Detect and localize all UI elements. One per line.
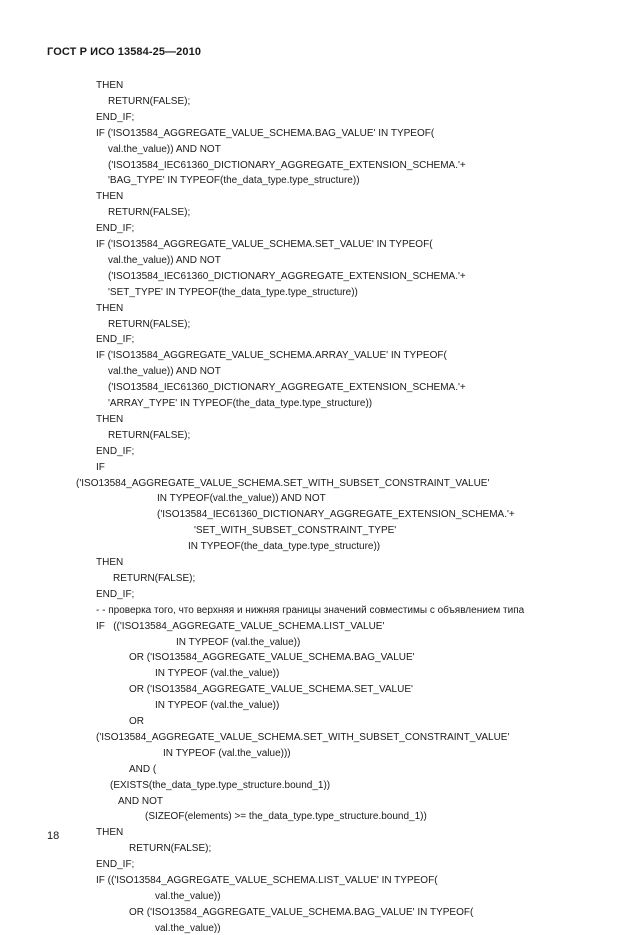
code-line: val.the_value)) AND NOT <box>108 254 221 266</box>
code-line: val.the_value)) <box>155 890 221 902</box>
code-line: IN TYPEOF(the_data_type.type_structure)) <box>188 541 381 553</box>
code-line: THEN <box>96 191 124 203</box>
code-line: ('ISO13584_IEC61360_DICTIONARY_AGGREGATE_EXTENSION_SCHEMA.'+ <box>108 270 466 282</box>
code-line: END_IF; <box>96 111 135 123</box>
code-line: OR ('ISO13584_AGGREGATE_VALUE_SCHEMA.BAG_VALUE' <box>129 652 415 664</box>
code-line: OR <box>129 716 144 727</box>
code-line: END_IF; <box>96 334 135 346</box>
code-line: THEN <box>96 557 124 568</box>
code-comment: - - проверка того, что верхняя и нижняя границы значений совместимы с объявлением типа <box>96 604 525 616</box>
code-line: IN TYPEOF (val.the_value)) <box>176 636 301 648</box>
document-header: ГОСТ Р ИСО 13584-25—2010 <box>47 46 202 58</box>
code-line: IF ('ISO13584_AGGREGATE_VALUE_SCHEMA.SET_VALUE' IN TYPEOF( <box>96 239 433 250</box>
code-line: RETURN(FALSE); <box>113 572 196 584</box>
code-line: (SIZEOF(elements) >= the_data_type.type_structure.bound_1)) <box>145 811 427 823</box>
code-line: THEN <box>96 413 124 425</box>
code-line: IN TYPEOF (val.the_value))) <box>163 747 291 759</box>
code-line: RETURN(FALSE); <box>108 318 191 330</box>
code-line: END_IF; <box>96 445 135 457</box>
code-line: ('ISO13584_AGGREGATE_VALUE_SCHEMA.SET_WITH_SUBSET_CONSTRAINT_VALUE' <box>76 477 490 489</box>
code-line: ('ISO13584_IEC61360_DICTIONARY_AGGREGATE_EXTENSION_SCHEMA.'+ <box>157 509 515 521</box>
code-line: 'ARRAY_TYPE' IN TYPEOF(the_data_type.type_structure)) <box>108 398 373 409</box>
code-line: THEN <box>96 80 124 91</box>
code-line: RETURN(FALSE); <box>108 95 191 107</box>
code-line: OR ('ISO13584_AGGREGATE_VALUE_SCHEMA.BAG_VALUE' IN TYPEOF( <box>129 906 474 918</box>
code-line: IN TYPEOF(val.the_value)) AND NOT <box>157 493 326 505</box>
code-line: IF (('ISO13584_AGGREGATE_VALUE_SCHEMA.LIST_VALUE' <box>96 620 385 632</box>
code-line: ('ISO13584_IEC61360_DICTIONARY_AGGREGATE_EXTENSION_SCHEMA.'+ <box>108 159 466 171</box>
code-line: IF <box>96 461 105 473</box>
code-line: IF ('ISO13584_AGGREGATE_VALUE_SCHEMA.BAG_VALUE' IN TYPEOF( <box>96 127 435 139</box>
code-line: AND ( <box>129 763 157 775</box>
code-line: val.the_value)) AND NOT <box>108 366 221 378</box>
code-line: 'BAG_TYPE' IN TYPEOF(the_data_type.type_structure)) <box>108 175 360 187</box>
code-line: IF (('ISO13584_AGGREGATE_VALUE_SCHEMA.LIST_VALUE' IN TYPEOF( <box>96 875 438 886</box>
code-line: IN TYPEOF (val.the_value)) <box>155 668 280 680</box>
code-line: RETURN(FALSE); <box>129 843 212 855</box>
code-line: (EXISTS(the_data_type.type_structure.bound_1)) <box>110 779 331 791</box>
code-line: 'SET_WITH_SUBSET_CONSTRAINT_TYPE' <box>194 525 397 537</box>
code-line: val.the_value)) AND NOT <box>108 143 221 155</box>
code-line: THEN <box>96 302 124 314</box>
code-line: END_IF; <box>96 223 135 235</box>
code-line: RETURN(FALSE); <box>108 207 191 219</box>
code-line: ('ISO13584_AGGREGATE_VALUE_SCHEMA.SET_WITH_SUBSET_CONSTRAINT_VALUE' <box>96 731 510 743</box>
code-line: val.the_value)) <box>155 922 221 934</box>
code-line: 'SET_TYPE' IN TYPEOF(the_data_type.type_structure)) <box>108 286 358 298</box>
code-line: ('ISO13584_IEC61360_DICTIONARY_AGGREGATE_EXTENSION_SCHEMA.'+ <box>108 382 466 394</box>
code-line: END_IF; <box>96 859 135 871</box>
code-line: END_IF; <box>96 588 135 600</box>
page-number: 18 <box>47 830 60 842</box>
code-line: IN TYPEOF (val.the_value)) <box>155 700 280 712</box>
code-line: THEN <box>96 827 124 839</box>
code-line: IF ('ISO13584_AGGREGATE_VALUE_SCHEMA.ARRAY_VALUE' IN TYPEOF( <box>96 350 447 362</box>
code-line: AND NOT <box>118 795 163 807</box>
code-line: RETURN(FALSE); <box>108 429 191 441</box>
code-line: OR ('ISO13584_AGGREGATE_VALUE_SCHEMA.SET_VALUE' <box>129 684 413 696</box>
